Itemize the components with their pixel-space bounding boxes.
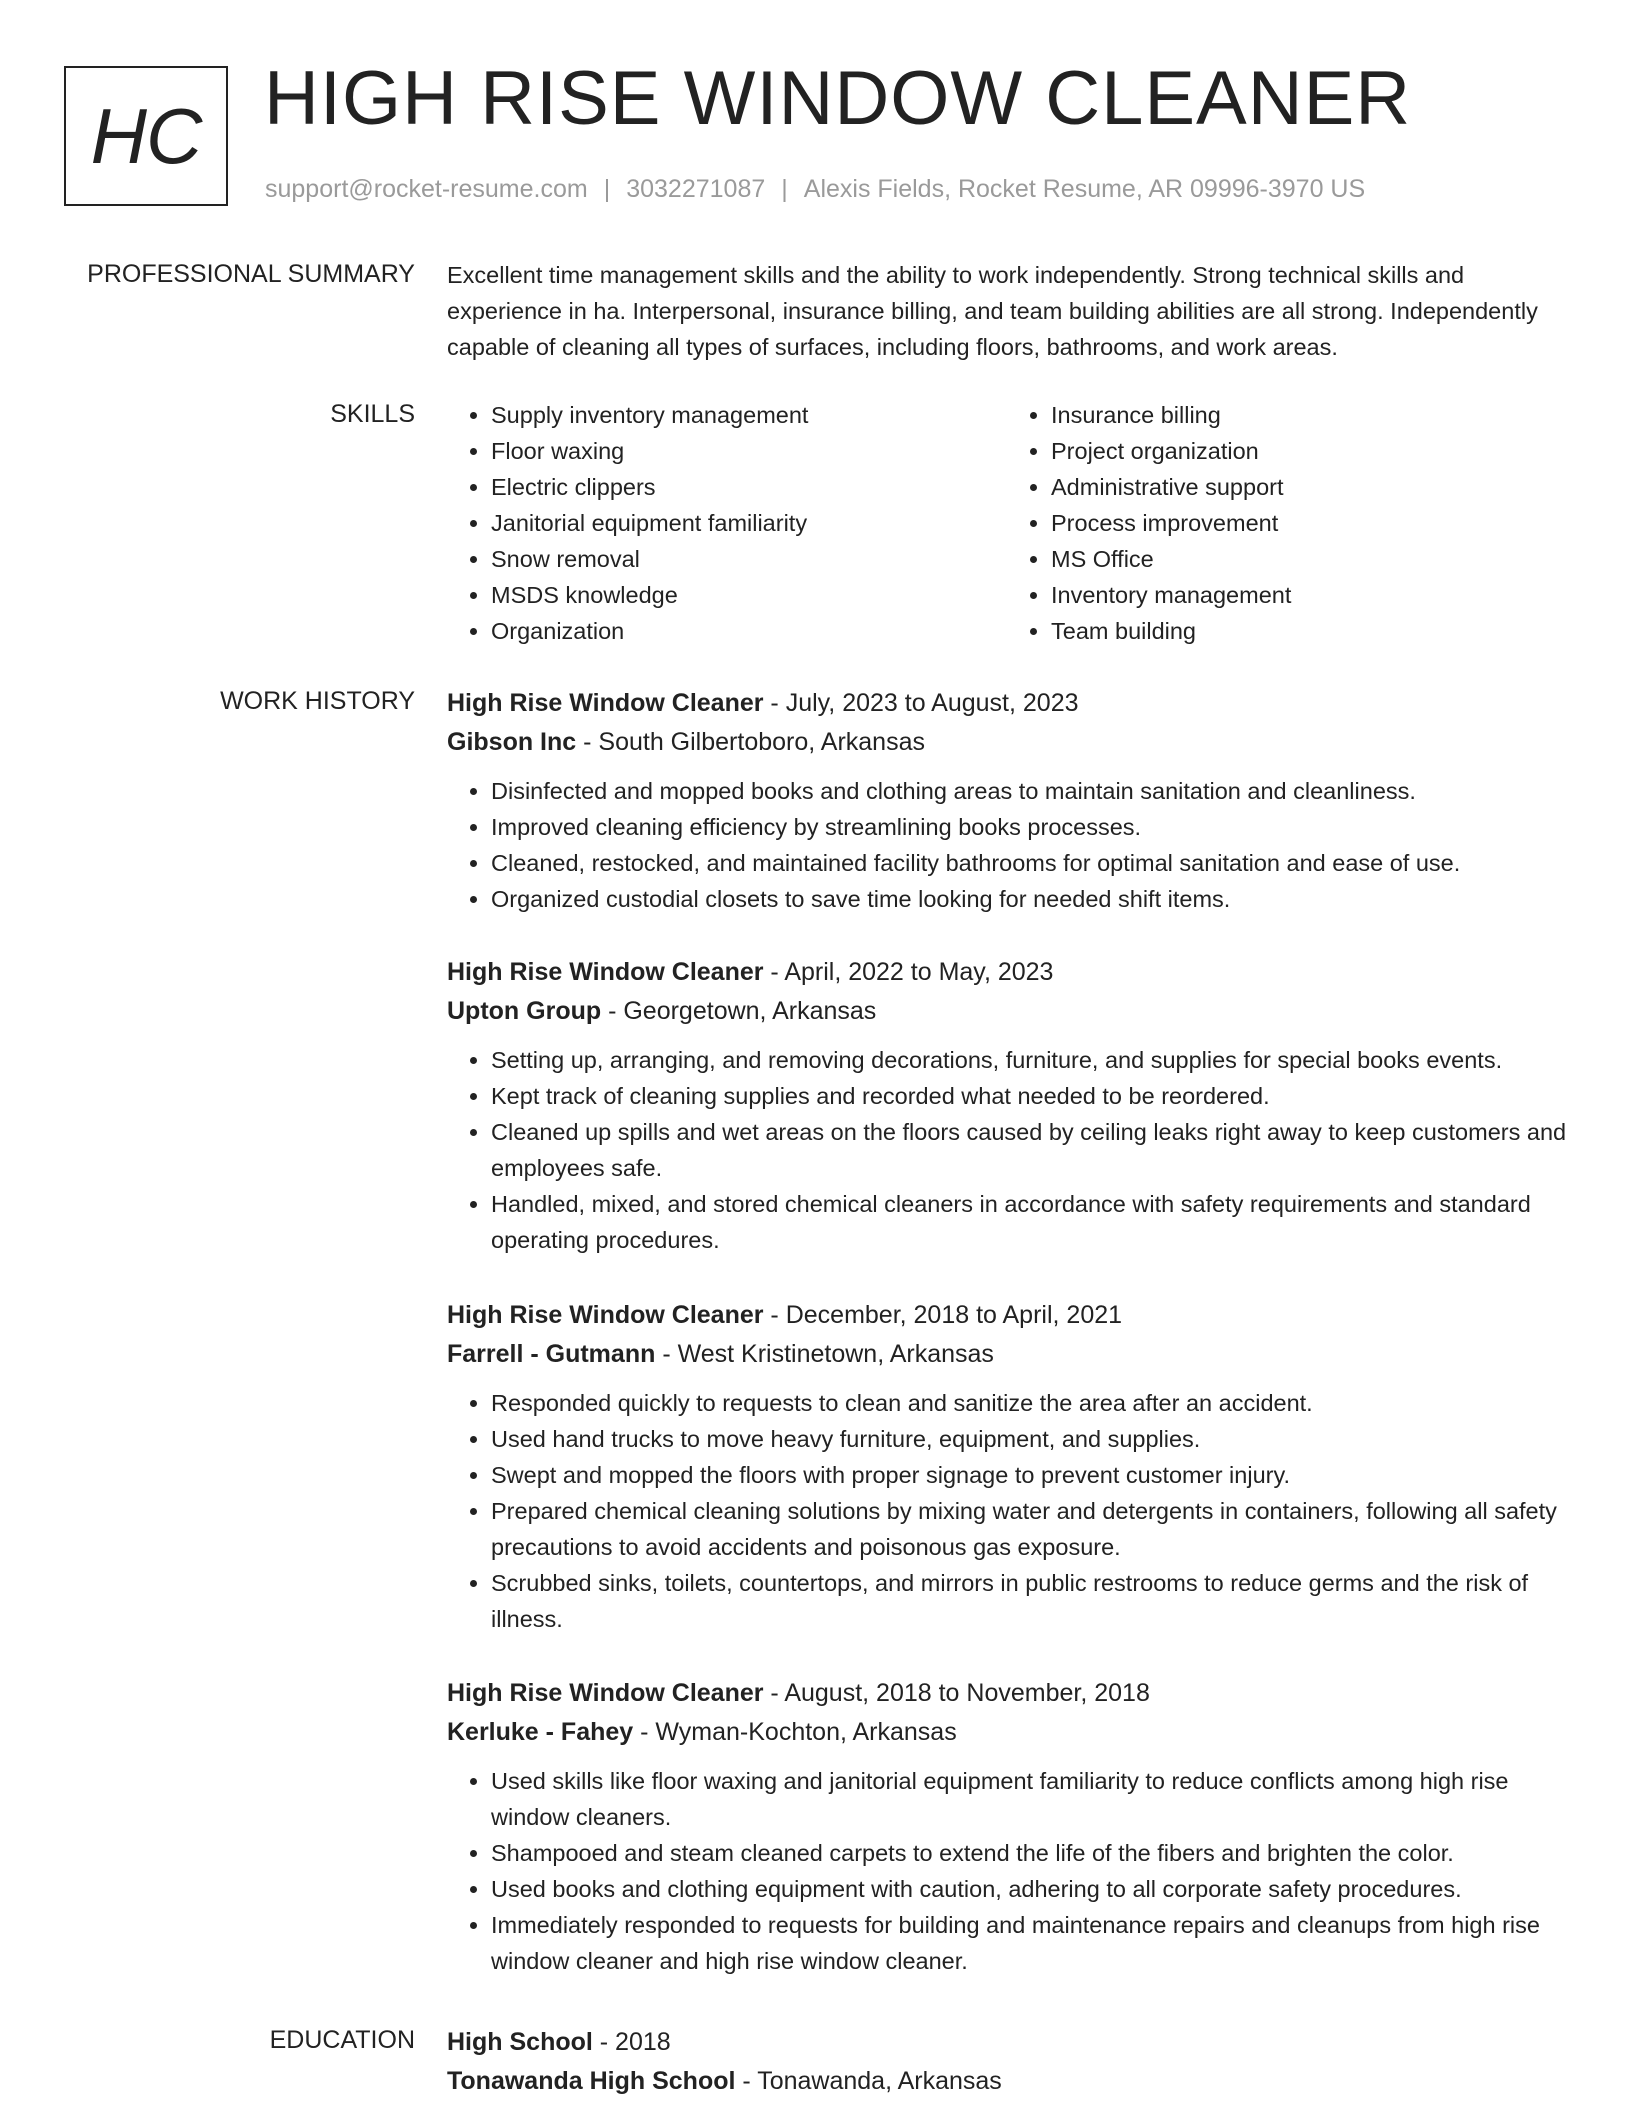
- job-company-line: [447, 992, 1567, 1030]
- skills-column-1: [447, 397, 1007, 649]
- skill-item: • MSDS knowledge: [491, 577, 1007, 613]
- job-bullet: • Cleaned up spills and wet areas on the floors caused by ceiling leaks right away to keep customers and employees safe.: [491, 1114, 1567, 1186]
- summary-label: PROFESSIONAL SUMMARY: [87, 260, 415, 288]
- summary-text: Excellent time management skills and the ability to work independently. Strong technical skills and experience in ha. Interpersonal, insurance billing, and team building abilities are all strong. Independently capable of cleaning all types of surfaces, including floors, bathrooms, and work areas.: [447, 262, 1538, 360]
- job-company-line: [447, 1335, 1567, 1373]
- skill-item: • Supply inventory management: [491, 397, 1007, 433]
- job-bullet: • Responded quickly to requests to clean and sanitize the area after an accident.: [491, 1385, 1567, 1421]
- job-company-line: [447, 723, 1567, 761]
- skills-label: SKILLS: [330, 400, 415, 428]
- skill-item: • Insurance billing: [1051, 397, 1567, 433]
- education-label: EDUCATION: [269, 2026, 415, 2054]
- job-company: Gibson Inc: [447, 728, 577, 756]
- job-dates: - December, 2018 to April, 2021: [763, 1301, 1123, 1329]
- job-company: Upton Group: [447, 997, 602, 1025]
- skill-item: • MS Office: [1051, 541, 1567, 577]
- education-school-line: [447, 2062, 1567, 2100]
- contact-separator: |: [781, 175, 788, 203]
- job-location: - Georgetown, Arkansas: [601, 997, 877, 1025]
- skill-item: • Organization: [491, 613, 1007, 649]
- job-bullet: • Handled, mixed, and stored chemical cleaners in accordance with safety requirements and standard operating procedures.: [491, 1186, 1567, 1258]
- job-title-line: [447, 684, 1567, 722]
- job-title-line: [447, 1674, 1567, 1712]
- job-title: High Rise Window Cleaner: [447, 689, 764, 717]
- job-bullet: • Improved cleaning efficiency by streamlining books processes.: [491, 809, 1567, 845]
- job-title: High Rise Window Cleaner: [447, 1679, 764, 1707]
- job-company: Farrell - Gutmann: [447, 1340, 656, 1368]
- job-bullet: • Scrubbed sinks, toilets, countertops, and mirrors in public restrooms to reduce germs and the risk of illness.: [491, 1565, 1567, 1637]
- job-title: High Rise Window Cleaner: [447, 958, 764, 986]
- skill-item: • Janitorial equipment familiarity: [491, 505, 1007, 541]
- job-bullet: • Cleaned, restocked, and maintained facility bathrooms for optimal sanitation and ease of use.: [491, 845, 1567, 881]
- education-location: - Tonawanda, Arkansas: [735, 2067, 1002, 2095]
- skill-item: • Project organization: [1051, 433, 1567, 469]
- resume-name-title: HIGH RISE WINDOW CLEANER: [264, 56, 1412, 141]
- job-bullets: [447, 1385, 1567, 1637]
- job-bullet: • Organized custodial closets to save time looking for needed shift items.: [491, 881, 1567, 917]
- job-bullet: • Disinfected and mopped books and clothing areas to maintain sanitation and cleanliness.: [491, 773, 1567, 809]
- education-degree: High School: [447, 2028, 593, 2056]
- education-degree-line: [447, 2023, 1567, 2061]
- skills-list: [447, 397, 1567, 649]
- job-bullet: • Used hand trucks to move heavy furniture, equipment, and supplies.: [491, 1421, 1567, 1457]
- skill-item: • Inventory management: [1051, 577, 1567, 613]
- job-dates: - August, 2018 to November, 2018: [763, 1679, 1150, 1707]
- skill-item: • Snow removal: [491, 541, 1007, 577]
- job-title-line: [447, 1296, 1567, 1334]
- job-bullets: [447, 1763, 1567, 1979]
- job-dates: - July, 2023 to August, 2023: [763, 689, 1079, 717]
- job-company: Kerluke - Fahey: [447, 1718, 634, 1746]
- job-title: High Rise Window Cleaner: [447, 1301, 764, 1329]
- contact-email: support@rocket-resume.com: [265, 175, 588, 203]
- skill-item: • Team building: [1051, 613, 1567, 649]
- job-bullet: • Kept track of cleaning supplies and recorded what needed to be reordered.: [491, 1078, 1567, 1114]
- contact-separator: |: [603, 175, 611, 203]
- skill-item: • Administrative support: [1051, 469, 1567, 505]
- monogram-badge: HC: [64, 66, 228, 206]
- contact-address: Alexis Fields, Rocket Resume, AR 09996-3970 US: [803, 175, 1366, 203]
- job-bullet: • Setting up, arranging, and removing decorations, furniture, and supplies for special books events.: [491, 1042, 1567, 1078]
- contact-line: [265, 174, 1365, 204]
- job-bullet: • Prepared chemical cleaning solutions by mixing water and detergents in containers, following all safety precautions to avoid accidents and poisonous gas exposure.: [491, 1493, 1567, 1565]
- job-bullet: • Immediately responded to requests for building and maintenance repairs and cleanups from high rise window cleaner and high rise window cleaner.: [491, 1907, 1567, 1979]
- job-bullet: • Shampooed and steam cleaned carpets to extend the life of the fibers and brighten the color.: [491, 1835, 1567, 1871]
- skill-item: • Electric clippers: [491, 469, 1007, 505]
- job-location: - South Gilbertoboro, Arkansas: [576, 728, 925, 756]
- education-year: - 2018: [592, 2028, 671, 2056]
- job-location: - West Kristinetown, Arkansas: [655, 1340, 994, 1368]
- skills-column-2: [1007, 397, 1567, 649]
- job-dates: - April, 2022 to May, 2023: [763, 958, 1054, 986]
- job-bullets: [447, 773, 1567, 917]
- contact-phone: 3032271087: [626, 175, 766, 203]
- job-location: - Wyman-Kochton, Arkansas: [633, 1718, 957, 1746]
- skill-item: • Process improvement: [1051, 505, 1567, 541]
- education-school: Tonawanda High School: [447, 2067, 736, 2095]
- job-company-line: [447, 1713, 1567, 1751]
- job-bullet: • Used skills like floor waxing and janitorial equipment familiarity to reduce conflicts among high rise window cleaners.: [491, 1763, 1567, 1835]
- job-bullet: • Used books and clothing equipment with caution, adhering to all corporate safety procedures.: [491, 1871, 1567, 1907]
- skill-item: • Floor waxing: [491, 433, 1007, 469]
- work-history-label: WORK HISTORY: [220, 687, 415, 715]
- job-bullets: [447, 1042, 1567, 1258]
- job-bullet: • Swept and mopped the floors with proper signage to prevent customer injury.: [491, 1457, 1567, 1493]
- job-title-line: [447, 953, 1567, 991]
